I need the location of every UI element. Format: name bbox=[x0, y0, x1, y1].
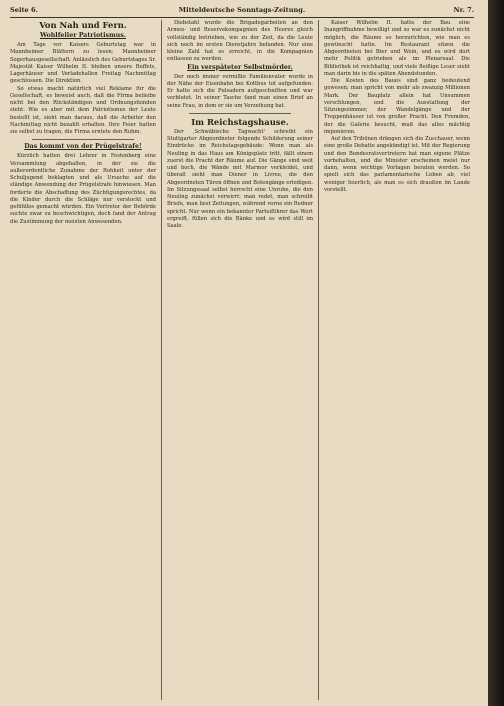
article-heading: Das kommt von der Prügelstrafe! bbox=[24, 143, 142, 151]
article-paragraph: Am Tage vor Kaisers Geburtstag war in Mannheimer Blättern zu lesen: Mannheimer Sogerhausgesellschaft. Anlässlich des Geburtstages Sr. Majestät Kaiser Wilhelm II. bleiben unsere Buffets, Lagerhäuser und Verladehallen Freitag Nachmittag geschlossen. Die Direktion. bbox=[10, 42, 156, 85]
section-title: Von Nah und Fern. bbox=[39, 20, 127, 30]
page-number: Seite 6. bbox=[10, 6, 38, 14]
divider bbox=[189, 113, 291, 114]
article-paragraph: Die Kosten des Baues sind ganz bedeutend gewesen; man spricht von mehr als zwanzig Millionen Mark. Der Bauplatz allein hat Unsummen verschlungen, und die Ausstattung der Sitzungszimmer, der Wandelgänge und der Treppenhäuser ist von großer Pracht. Den Fremden, der die Galerie besucht, muß das alles mächtig imponieren. bbox=[324, 78, 470, 135]
column-1 bbox=[10, 20, 156, 700]
divider bbox=[32, 139, 134, 140]
column-rule bbox=[318, 20, 319, 700]
column-3 bbox=[324, 20, 470, 700]
column-2 bbox=[167, 20, 313, 700]
column-rule bbox=[161, 20, 162, 700]
article-paragraph: Diebstahl wurde die Brigadegarbeiten an den Armee- und Reservekompagnien des Heeres gleich vollständig betrieben, wie zu der Zeit, da die Leute sich noch im ersten Dienstjahre befanden. Nur eine kleine Zahl hat es erreicht, in die Kompagnien entlassen zu werden. bbox=[167, 20, 313, 63]
issue-number: Nr. 7. bbox=[453, 6, 474, 14]
newspaper-title: Mitteldeutsche Sonntags-Zeitung. bbox=[178, 6, 306, 14]
article-paragraph: So etwas macht natürlich viel Reklame für die Gesellschaft, es beweist auch, daß die Firma beileibe nicht bei den Rückständigen und Ordnungsfeinden steht. Wie es aber mit dem Patriotismus der Leute bestellt ist, sieht man daraus, daß die Arbeiter den Nachmittag nicht bezahlt erhalten. Ihre Feier hatten sie selbst zu tragen, die Firma erntete den Ruhm. bbox=[10, 85, 156, 135]
article-heading: Ein verspäteter Selbstmörder. bbox=[187, 63, 293, 71]
article-paragraph: Auf den Tribünen drängen sich die Zuschauer, wenn eine große Debatte angekündigt ist. Mit der Regierung und den Bundesratsvertretern hat man eigene Plätze vorbehalten, und die Minister erscheinen meist nur dann, wenn wichtige Vorlagen beraten werden. So spielt sich das parlamentarische Leben ab, viel weniger feierlich, als man es sich draußen im Lande vorstellt. bbox=[324, 136, 470, 193]
article-paragraph: Der ‚Schwäbische Tagwacht' schreibt ein Stuttgarter Abgeordneter folgende Schilderung seiner Eindrücke im Reichstagsgebäude: Wenn man als Neuling in das Haus am Königsplatz tritt, fällt einem zuerst die Pracht der Räume auf. Die Gänge sind weit und hoch, die Wände mit Marmor verkleidet, und überall sieht man Diener in Livree, die den Abgeordneten Türen öffnen und Botengänge erledigen. Im Sitzungssaal selbst herrscht eine Unruhe, die den Neuling zunächst verwirrt: man redet, man schreibt Briefe, man liest Zeitungen, während vorne ein Redner spricht. Nur wenn ein bekannter Parteiführer das Wort ergreift, füllen sich die Bänke und es wird still im Saale. bbox=[167, 128, 313, 229]
book-spine bbox=[488, 0, 504, 706]
article-title: Im Reichstagshause. bbox=[191, 116, 289, 127]
article-paragraph: Kaiser Wilhelm II. hatte der Bau eine Inangriffnahme bewilligt und so war es zunächst nicht möglich, die Räume so herzurichten, wie man es gewünscht hatte. Im Restaurant sitzen die Abgeordneten bei Bier und Wein, und es wird dort mehr Politik getrieben als im Plenarsaal. Die Bibliothek ist reichhaltig, und viele fleißige Leser sieht man darin bis in die späten Abendstunden. bbox=[324, 20, 470, 77]
article-paragraph: Kürzlich hatten drei Lehrer in Festenberg eine Versammlung abgehalten, in der sie die außerordentliche Zunahme der Rohheit unter der Schuljugend beklagten und als Ursache auf die ständige Anwendung der Prügelstrafe hinwiesen. Man forderte die Abschaffung des Züchtigungsrechtes, da die Kinder durch die Schläge nur verstockt und gefühllos gemacht würden. Ein Vertreter der Behörde suchte zwar zu beschwichtigen, doch fand der Antrag die Zustimmung der meisten Anwesenden. bbox=[10, 153, 156, 225]
article-paragraph: Der noch immer vermißte Familienvater wurde in der Nähe der Eisenbahn bei Kottbus tot aufgefunden. Er hatte sich die Pulsadern aufgeschnitten und war verblutet. In seiner Tasche fand man einen Brief an seine Frau, in dem er sie um Verzeihung bat. bbox=[167, 73, 313, 109]
article-heading: Wohlfeiler Patriotismus. bbox=[39, 32, 127, 39]
page-header bbox=[10, 5, 474, 18]
